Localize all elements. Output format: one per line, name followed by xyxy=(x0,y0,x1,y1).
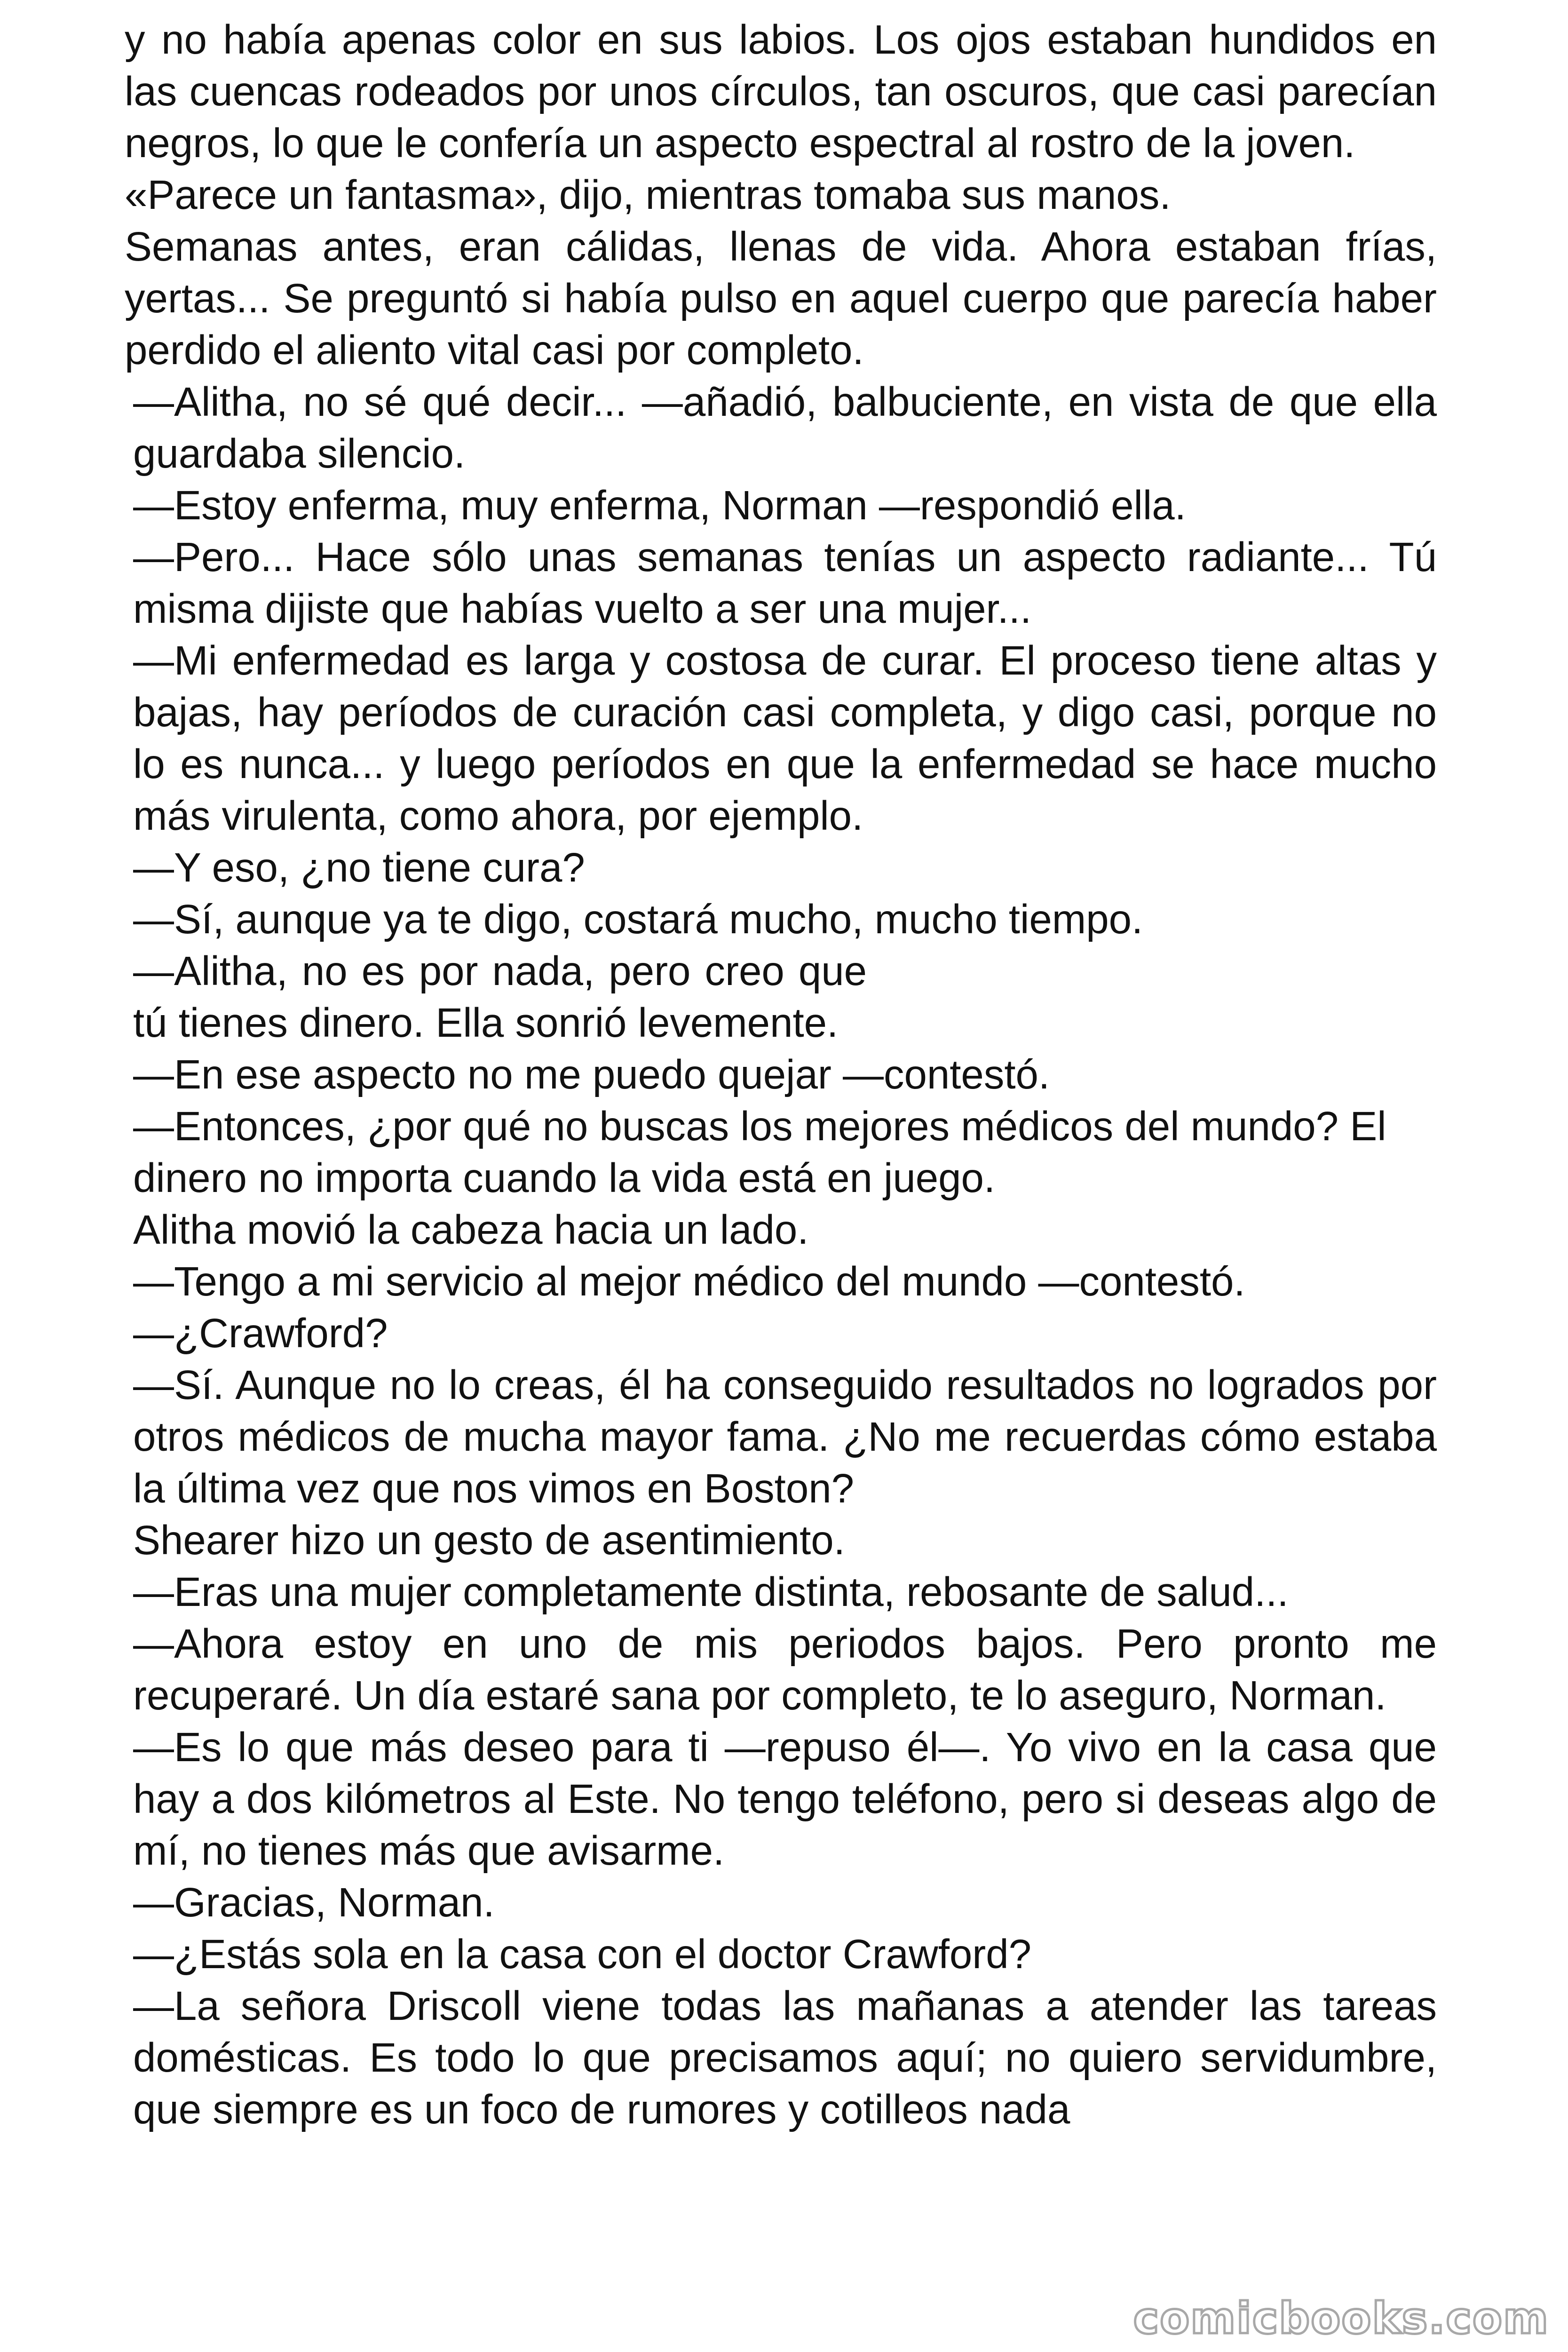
paragraph-14: —Tengo a mi servicio al mejor médico del mundo —contestó. xyxy=(133,1259,1245,1304)
paragraph-6: —Pero... Hace sólo unas semanas tenías un aspecto radiante... Tú misma dijiste que habías vuelto a ser una mujer... xyxy=(133,534,1437,632)
paragraph-5: —Estoy enferma, muy enferma, Norman —respondió ella. xyxy=(133,483,1186,528)
text-body xyxy=(125,14,1437,2136)
paragraph-3: Semanas antes, eran cálidas, llenas de vida. Ahora estaban frías, yertas... Se preguntó si había pulso en aquel cuerpo que parecía haber perdido el aliento vital casi por completo. xyxy=(125,224,1437,373)
paragraph-20: —Es lo que más deseo para ti —repuso él—. Yo vivo en la casa que hay a dos kilómetros al Este. No tengo teléfono, pero si deseas algo de mí, no tienes más que avisarme. xyxy=(133,1724,1437,1874)
paragraph-15: —¿Crawford? xyxy=(133,1311,388,1356)
paragraph-19: —Ahora estoy en uno de mis periodos bajos. Pero pronto me recuperaré. Un día estaré sana por completo, te lo aseguro, Norman. xyxy=(133,1621,1437,1718)
page-text xyxy=(125,14,1437,2136)
paragraph-13: Alitha movió la cabeza hacia un lado. xyxy=(133,1207,809,1253)
paragraph-22: —¿Estás sola en la casa con el doctor Crawford? xyxy=(133,1931,1032,1977)
paragraph-7: —Mi enfermedad es larga y costosa de curar. El proceso tiene altas y bajas, hay períodos de curación casi completa, y digo casi, porque no lo es nunca... y luego períodos en que la enfermedad se hace mucho más virulenta, como ahora, por ejemplo. xyxy=(133,638,1437,839)
paragraph-10: —Alitha, no es por nada, pero creo que tú tienes dinero. Ella sonrió levemente. xyxy=(133,948,867,1046)
paragraph-9: —Sí, aunque ya te digo, costará mucho, mucho tiempo. xyxy=(133,897,1143,942)
paragraph-11: —En ese aspecto no me puedo quejar —contestó. xyxy=(133,1052,1050,1097)
paragraph-12: —Entonces, ¿por qué no buscas los mejores médicos del mundo? El dinero no importa cuando la vida está en juego. xyxy=(133,1104,1386,1201)
paragraph-21: —Gracias, Norman. xyxy=(133,1880,495,1925)
paragraph-18: —Eras una mujer completamente distinta, rebosante de salud... xyxy=(133,1569,1289,1615)
paragraph-8: —Y eso, ¿no tiene cura? xyxy=(133,845,585,890)
paragraph-4: —Alitha, no sé qué decir... —añadió, balbuciente, en vista de que ella guardaba silencio. xyxy=(133,379,1437,477)
paragraph-1: y no había apenas color en sus labios. Los ojos estaban hundidos en las cuencas rodeados por unos círculos, tan oscuros, que casi parecían negros, lo que le confería un aspecto espectral al rostro de la joven. xyxy=(125,17,1437,166)
paragraph-16: —Sí. Aunque no lo creas, él ha conseguido resultados no logrados por otros médicos de mucha mayor fama. ¿No me recuerdas cómo estaba la última vez que nos vimos en Boston? xyxy=(133,1362,1437,1511)
paragraph-17: Shearer hizo un gesto de asentimiento. xyxy=(133,1518,845,1563)
watermark-logo: comicbooks.com xyxy=(1133,2293,1549,2344)
paragraph-23: —La señora Driscoll viene todas las mañanas a atender las tareas domésticas. Es todo lo que precisamos aquí; no quiero servidumbre, que siempre es un foco de rumores y cotilleos nada xyxy=(133,1983,1437,2132)
paragraph-2: «Parece un fantasma», dijo, mientras tomaba sus manos. xyxy=(125,172,1171,218)
